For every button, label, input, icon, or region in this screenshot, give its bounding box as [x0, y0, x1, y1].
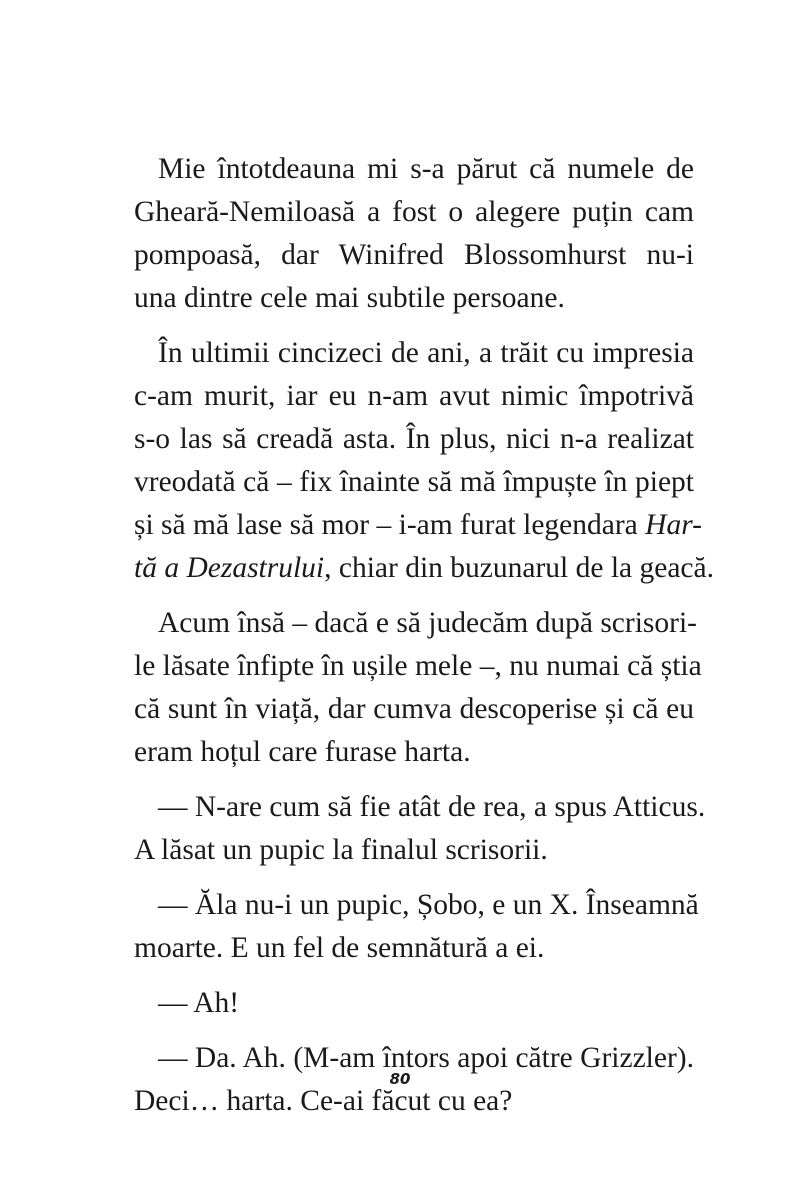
paragraph — [134, 786, 706, 872]
text-line: vreodată că – fix înainte să mă împuște în piept — [134, 466, 694, 498]
text-line: — Da. Ah. (M-am întors apoi către Grizzler). — [158, 1042, 694, 1074]
text-line: c-am murit, iar eu n-am avut nimic împotrivă — [134, 380, 694, 412]
text-line: — Ah! — [158, 987, 240, 1019]
text-line: A lăsat un pupic la finalul scrisorii. — [134, 834, 548, 866]
text-line: una dintre cele mai subtile persoane. — [134, 282, 565, 314]
text-line: s-o las să creadă asta. În plus, nici n-a realizat — [134, 423, 694, 455]
italic-title-part: Har- — [645, 509, 702, 541]
text-line: pompoasă, dar Winifred Blossomhurst nu-i — [134, 239, 694, 271]
text-line: că sunt în viață, dar cumva descoperise și că eu — [134, 693, 694, 725]
text-line: le lăsate înfipte în ușile mele –, nu numai că știa — [134, 650, 702, 682]
text-line: Acum însă – dacă e să judecăm după scrisori- — [158, 607, 697, 639]
paragraph — [134, 982, 694, 1025]
text-line: — N-are cum să fie atât de rea, a spus Atticus. — [158, 791, 706, 823]
text-segment: și să mă lase să mor – i-am furat legendara — [134, 509, 646, 541]
text-segment: , chiar din buzunarul de la geacă. — [324, 552, 714, 584]
page-body — [134, 148, 714, 1123]
text-line — [134, 547, 714, 590]
italic-title-part: tă a Dezastrului — [134, 552, 325, 584]
text-line: Mie întotdeauna mi s-a părut că numele de — [158, 153, 694, 185]
text-line: Gheară-Nemiloasă a fost o alegere puțin cam — [134, 196, 694, 228]
text-line — [134, 504, 702, 547]
paragraph — [134, 602, 702, 774]
paragraph — [134, 884, 699, 970]
paragraph — [134, 332, 714, 590]
text-line: eram hoțul care furase harta. — [134, 736, 471, 768]
text-line: În ultimii cincizeci de ani, a trăit cu impresia — [158, 337, 694, 369]
paragraph — [134, 148, 694, 320]
text-line: moarte. E un fel de semnătură a ei. — [134, 932, 545, 964]
page-number: 80 — [389, 1070, 411, 1088]
text-line: Deci… harta. Ce-ai făcut cu ea? — [134, 1085, 513, 1117]
text-line: — Ăla nu-i un pupic, Șobo, e un X. Înseamnă — [158, 889, 699, 921]
